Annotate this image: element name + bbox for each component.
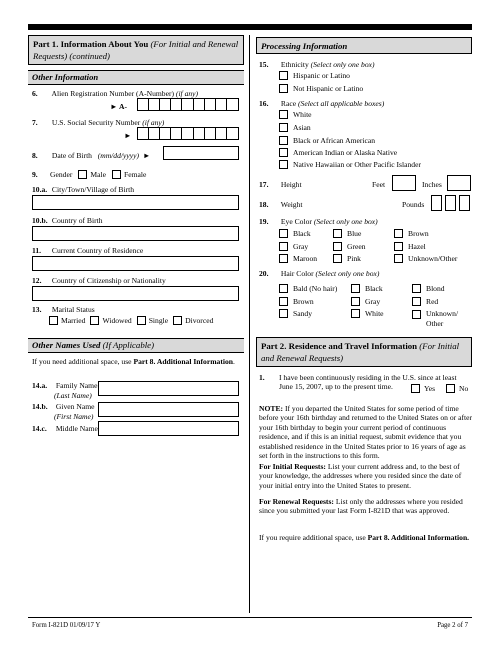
hair-unknown-checkbox[interactable] [412,310,421,319]
marital-married-label: Married [61,316,86,325]
a-number-field[interactable] [137,98,239,111]
residing-yes-label: Yes [424,384,436,393]
q14b-number: 14.b. [32,402,48,411]
race-pacific-islander-checkbox[interactable] [279,160,288,169]
q13-text: Marital Status [51,305,95,314]
initial-requests-label: For Initial Requests: [259,462,326,471]
race-option-5 [279,160,421,169]
marital-widowed-label: Widowed [102,316,132,325]
hair-gray-label: Gray [365,297,381,306]
part2-q1-text: I have been continuously residing in the U.S. since at least June 15, 2007, up to the present time. [279,373,457,392]
q19-number: 19. [259,217,269,226]
hair-unknown-label: Unknown/ Other [426,309,459,328]
other-info-heading [28,70,244,85]
race-white-label: White [293,110,312,119]
q7-text: U.S. Social Security Number [51,118,141,127]
q14a-number: 14.a. [32,381,48,390]
q18-number: 18. [259,200,269,209]
q17-number: 17. [259,180,269,189]
eye-hazel-checkbox[interactable] [394,242,403,251]
ssn-prefix: ► [124,131,132,140]
residing-yes-checkbox[interactable] [411,384,420,393]
height-inches-field[interactable] [447,175,471,191]
ethnicity-option-2 [279,84,363,93]
q15-number: 15. [259,60,269,69]
marital-status-options [49,316,213,325]
race-white-checkbox[interactable] [279,110,288,119]
q11-text: Current Country of Residence [51,246,144,255]
q10a-text: City/Town/Village of Birth [51,185,135,194]
marital-widowed-checkbox[interactable] [90,316,99,325]
other-info-heading-text: Other Information [32,72,99,82]
ssn-field[interactable] [137,127,239,140]
residing-no-checkbox[interactable] [446,384,455,393]
q20-label [259,269,379,279]
eye-black-checkbox[interactable] [279,229,288,238]
hair-white-label: White [365,309,384,318]
eye-pink-label: Pink [347,254,361,263]
marital-single-checkbox[interactable] [137,316,146,325]
eye-unknown [394,254,457,263]
hair-black [351,284,383,293]
part1-header [28,35,244,65]
q10b-text: Country of Birth [51,216,103,225]
q14a-label [32,381,97,401]
q17-text: Height [280,180,302,189]
eye-hazel-label: Hazel [408,242,426,251]
eye-blue-checkbox[interactable] [333,229,342,238]
other-names-intro-bold: Part 8. Additional Information [133,357,234,366]
marital-married-checkbox[interactable] [49,316,58,325]
q13-number: 13. [32,305,42,314]
part1-title-note: (For Initial and Renewal Requests) (continued) [33,39,239,61]
race-pacific-islander-label: Native Hawaiian or Other Pacific Islander [293,160,421,169]
q20-text: Hair Color [280,269,314,278]
eye-brown-checkbox[interactable] [394,229,403,238]
race-black-label: Black or African American [293,136,376,145]
part2-renewal-requests [259,497,472,516]
eye-green-checkbox[interactable] [333,242,342,251]
q19-note: (Select only one box) [313,217,378,226]
q14c-text: Middle Name [55,424,98,433]
q16-number: 16. [259,99,269,108]
q10a-number: 10.a. [32,185,48,194]
top-rule [28,24,472,30]
other-names-intro [32,357,242,367]
hair-gray [351,297,380,306]
other-names-intro-text: If you need additional space, use [32,357,132,366]
q14b-text: Given Name [55,402,95,411]
height-inches-label: Inches [422,180,442,189]
q10a-label [32,185,134,195]
ethnicity-not-hispanic-checkbox[interactable] [279,84,288,93]
q16-note: (Select all applicable boxes) [298,99,385,108]
eye-pink-checkbox[interactable] [333,254,342,263]
q16-text: Race [280,99,297,108]
other-names-intro-end: . [233,357,235,366]
hair-unknown [412,309,468,329]
part2-q1-number: 1. [259,373,265,382]
q18-label [259,200,303,210]
city-of-birth-field[interactable] [32,195,239,210]
hair-gray-checkbox[interactable] [351,297,360,306]
q15-text: Ethnicity [280,60,309,69]
weight-field[interactable] [431,195,471,211]
q14a-text: Family Name [55,381,98,390]
hair-sandy-label: Sandy [293,309,312,318]
other-names-heading [28,338,244,353]
q6-text: Alien Registration Number (A-Number) [51,89,175,98]
middle-name-field[interactable] [98,421,239,436]
processing-header [256,37,472,54]
q8-number: 8. [32,151,38,160]
hair-bald-label: Bald (No hair) [293,284,338,293]
q18-text: Weight [280,200,303,209]
part2-title-note: (For Initial and Renewal Requests) [261,341,460,363]
part2-additional-space [259,533,472,542]
q12-text: Country of Citizenship or Nationality [51,276,166,285]
bottom-rule [28,617,472,618]
eye-gray [279,242,308,251]
country-of-residence-field[interactable] [32,256,239,271]
date-of-birth-field[interactable] [163,146,239,160]
q19-text: Eye Color [280,217,312,226]
q14b-sub: (First Name) [54,412,94,421]
hair-sandy [279,309,312,318]
hair-sandy-checkbox[interactable] [279,309,288,318]
gender-female-checkbox[interactable] [112,170,121,179]
renewal-requests-text: List only the addresses where you resided since you submitted your last Form I-821D that was approved. [259,497,463,516]
race-asian-checkbox[interactable] [279,123,288,132]
q14c-number: 14.c. [32,424,47,433]
given-name-field[interactable] [98,402,239,417]
part1-title: Part 1. Information About You [33,39,149,49]
other-names-heading-text: Other Names Used [32,340,101,350]
eye-brown-label: Brown [408,229,429,238]
q14b-label [32,402,95,422]
ethnicity-option-1 [279,71,350,80]
eye-brown [394,229,429,238]
q19-label [259,217,378,227]
hair-red-label: Red [426,297,439,306]
additional-space-text: If you require additional space, use [259,533,366,542]
q8-format: (mm/dd/yyyy) [97,151,140,160]
note-text: If you departed the United States for some period of time before your 16th birthday and returned to the United States on or after your 16th birthday to begin your current period of continuous residence, and if this is an initial request, submit evidence that you established residence in the United States prior to 16 years of age as set forth in the instructions to this form. [259,404,472,461]
q10b-label [32,216,103,226]
eye-black-label: Black [293,229,311,238]
hair-red [412,297,438,306]
race-asian-label: Asian [293,123,311,132]
eye-black [279,229,311,238]
hair-red-checkbox[interactable] [412,297,421,306]
country-of-birth-field[interactable] [32,226,239,241]
residing-yes [411,384,435,393]
marital-divorced-checkbox[interactable] [173,316,182,325]
eye-maroon-label: Maroon [293,254,318,263]
gender-male-label: Male [90,170,106,179]
hair-brown-label: Brown [293,297,314,306]
ethnicity-hispanic-label: Hispanic or Latino [293,71,350,80]
q14a-sub: (Last Name) [54,391,92,400]
eye-maroon [279,254,317,263]
hair-blond [412,284,445,293]
weight-pounds-label: Pounds [402,200,425,209]
family-name-field[interactable] [98,381,239,396]
q15-label [259,60,375,70]
other-names-heading-note: (If Applicable) [102,340,155,350]
q9-text: Gender [50,170,73,179]
height-feet-label: Feet [372,180,386,189]
race-option-2 [279,123,311,132]
q15-note: (Select only one box) [310,60,375,69]
q20-note: (Select only one box) [315,269,380,278]
q12-number: 12. [32,276,42,285]
page-number: Page 2 of 7 [437,622,468,629]
eye-blue-label: Blue [347,229,362,238]
form-id: Form I-821D 01/09/17 Y [32,622,101,629]
q12-label [32,276,166,286]
q16-label [259,99,384,109]
part2-header [256,337,472,367]
hair-white-checkbox[interactable] [351,309,360,318]
hair-white [351,309,384,318]
marital-divorced-label: Divorced [185,316,214,325]
race-american-indian-checkbox[interactable] [279,148,288,157]
ethnicity-not-hispanic-label: Not Hispanic or Latino [293,84,364,93]
q11-label [32,246,143,256]
eye-gray-label: Gray [293,242,309,251]
eye-unknown-checkbox[interactable] [394,254,403,263]
q9-row [32,170,146,179]
height-feet-field[interactable] [392,175,416,191]
eye-green [333,242,366,251]
q6-number: 6. [32,89,38,98]
hair-brown-checkbox[interactable] [279,297,288,306]
race-black-checkbox[interactable] [279,136,288,145]
eye-hazel [394,242,426,251]
a-number-prefix: ► A- [110,102,128,111]
q7-number: 7. [32,118,38,127]
hair-brown [279,297,314,306]
part2-initial-requests [259,462,472,490]
q10b-number: 10.b. [32,216,48,225]
ethnicity-hispanic-checkbox[interactable] [279,71,288,80]
race-option-3 [279,136,375,145]
gender-female-label: Female [123,170,147,179]
q6-note: (if any) [175,89,199,98]
column-divider [249,35,250,613]
hair-bald-checkbox[interactable] [279,284,288,293]
additional-space-bold: Part 8. Additional Information. [367,533,470,542]
eye-blue [333,229,361,238]
part2-title: Part 2. Residence and Travel Information [261,341,418,351]
eye-maroon-checkbox[interactable] [279,254,288,263]
hair-black-label: Black [365,284,383,293]
hair-blond-label: Blond [426,284,445,293]
race-option-4 [279,148,397,157]
hair-black-checkbox[interactable] [351,284,360,293]
dob-prefix: ► [142,151,151,160]
residing-no-label: No [459,384,469,393]
q7-note: (if any) [142,118,165,127]
eye-gray-checkbox[interactable] [279,242,288,251]
q13-label [32,305,95,315]
eye-pink [333,254,361,263]
marital-single-label: Single [148,316,169,325]
hair-bald [279,284,337,293]
initial-requests-text: List your current address and, to the best of your knowledge, the addresses where you resided since the date of your initial entry into the United States to present. [259,462,462,490]
race-american-indian-label: American Indian or Alaska Native [293,148,398,157]
q14c-label [32,424,98,434]
processing-heading-text: Processing Information [261,41,348,51]
eye-unknown-label: Unknown/Other [408,254,458,263]
residing-no [446,384,468,393]
q11-number: 11. [32,246,42,255]
eye-green-label: Green [347,242,366,251]
q8-label [32,151,150,161]
citizenship-field[interactable] [32,286,239,301]
race-option-1 [279,110,312,119]
part2-note [259,404,472,460]
gender-male-checkbox[interactable] [78,170,87,179]
q20-number: 20. [259,269,269,278]
q8-text: Date of Birth [51,151,92,160]
q9-number: 9. [32,170,38,179]
note-label: NOTE: [259,404,284,413]
renewal-requests-label: For Renewal Requests: [259,497,334,506]
q17-label [259,180,302,190]
hair-blond-checkbox[interactable] [412,284,421,293]
